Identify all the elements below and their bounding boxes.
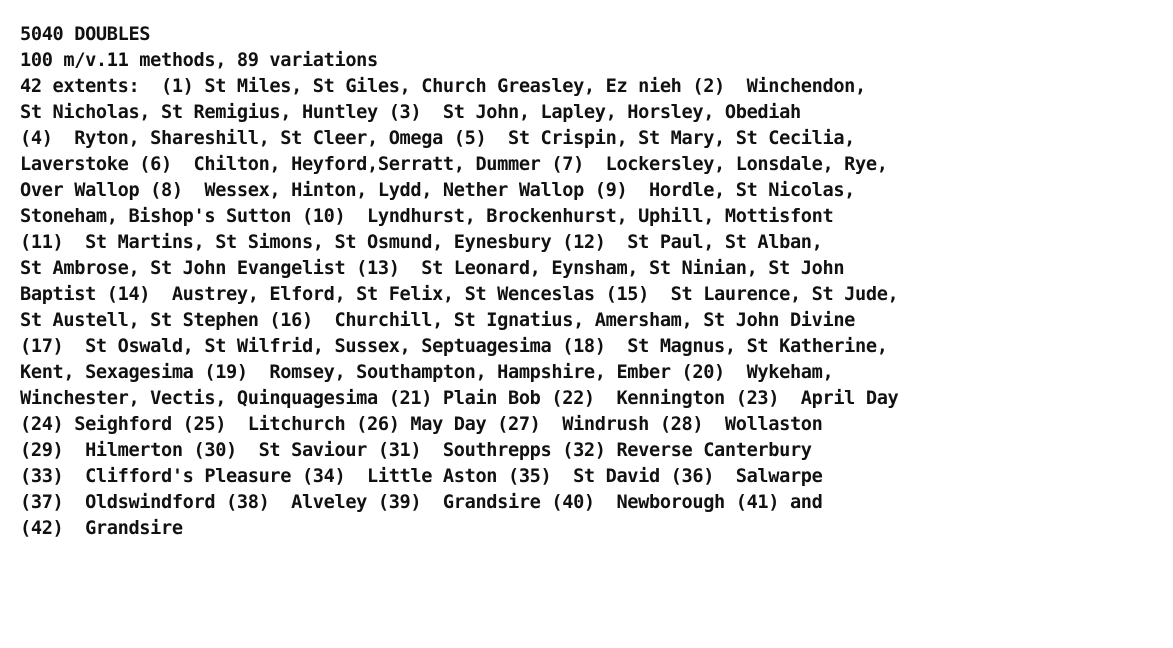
text-line: (29) Hilmerton (30) St Saviour (31) Southrepps (32) Reverse Canterbury [20, 440, 812, 461]
text-line: Kent, Sexagesima (19) Romsey, Southampton, Hampshire, Ember (20) Wykeham, [20, 362, 834, 383]
text-line: Stoneham, Bishop's Sutton (10) Lyndhurst, Brockenhurst, Uphill, Mottisfont [20, 206, 834, 227]
text-line: Winchester, Vectis, Quinquagesima (21) Plain Bob (22) Kennington (23) April Day [20, 388, 899, 409]
text-line: Laverstoke (6) Chilton, Heyford,Serratt, Dummer (7) Lockersley, Lonsdale, Rye, [20, 154, 888, 175]
text-line: (17) St Oswald, St Wilfrid, Sussex, Septuagesima (18) St Magnus, St Katherine, [20, 336, 888, 357]
text-line: Over Wallop (8) Wessex, Hinton, Lydd, Nether Wallop (9) Hordle, St Nicolas, [20, 180, 856, 201]
text-line: (11) St Martins, St Simons, St Osmund, Eynesbury (12) St Paul, St Alban, [20, 232, 823, 253]
text-line: 42 extents: (1) St Miles, St Giles, Church Greasley, Ez nieh (2) Winchendon, [20, 76, 866, 97]
text-line: (4) Ryton, Shareshill, St Cleer, Omega (5) St Crispin, St Mary, St Cecilia, [20, 128, 856, 149]
text-line: (24) Seighford (25) Litchurch (26) May Day (27) Windrush (28) Wollaston [20, 414, 823, 435]
text-line: (33) Clifford's Pleasure (34) Little Aston (35) St David (36) Salwarpe [20, 466, 823, 487]
text-line: St Austell, St Stephen (16) Churchill, St Ignatius, Amersham, St John Divine [20, 310, 856, 331]
document-title: 5040 DOUBLES [20, 24, 151, 45]
text-line: St Nicholas, St Remigius, Huntley (3) St John, Lapley, Horsley, Obediah [20, 102, 801, 123]
text-line: (42) Grandsire [20, 518, 183, 539]
text-line: Baptist (14) Austrey, Elford, St Felix, St Wenceslas (15) St Laurence, St Jude, [20, 284, 899, 305]
text-line: St Ambrose, St John Evangelist (13) St Leonard, Eynsham, St Ninian, St John [20, 258, 845, 279]
document-subtitle: 100 m/v.11 methods, 89 variations [20, 50, 378, 71]
text-line: (37) Oldswindford (38) Alveley (39) Grandsire (40) Newborough (41) and [20, 492, 823, 513]
document [20, 22, 1160, 542]
